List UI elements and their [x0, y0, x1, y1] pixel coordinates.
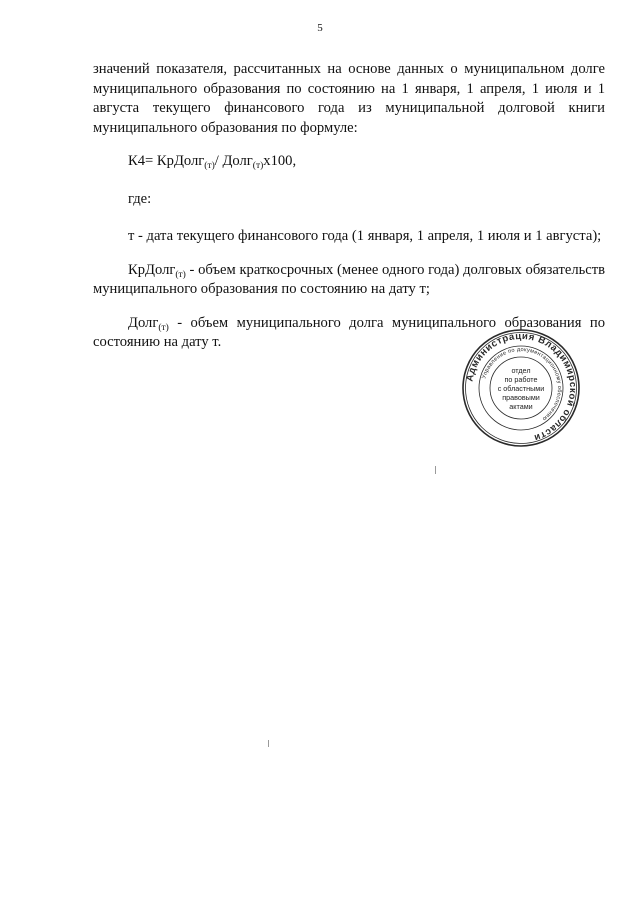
dolg-term: Долг: [128, 314, 159, 331]
formula-lhs: К4= КрДолг: [128, 153, 205, 169]
krdolg-term: КрДолг: [128, 261, 176, 278]
stamp-center-line: по работе: [504, 374, 538, 384]
formula-k4: [93, 152, 605, 172]
scan-artifact: [435, 466, 436, 474]
stamp-outer-text: Администрация Владимирской области: [464, 330, 579, 444]
paragraph-where: где:: [128, 190, 152, 207]
stamp-center-line: правовыми: [502, 392, 540, 402]
scan-artifact: [268, 740, 269, 747]
krdolg-sub: (т): [175, 269, 186, 280]
paragraph-krdolg-definition: [93, 261, 605, 300]
stamp-center-line: с областными: [497, 383, 545, 393]
official-stamp: [461, 328, 581, 448]
dolg-sub: (т): [158, 322, 169, 333]
page-number: 5: [317, 22, 323, 34]
paragraph-t-definition: т - дата текущего финансового года (1 января, 1 апреля, 1 июля и 1 августа);: [128, 228, 602, 244]
stamp-inner-text: Управление по документационному обеспечению: [481, 346, 563, 422]
formula-mid: / Долг: [214, 153, 253, 169]
document-body: [93, 60, 605, 353]
formula-sub-1: (т): [204, 161, 215, 171]
stamp-center-line: актами: [509, 401, 533, 411]
stamp-center-text: [491, 358, 551, 418]
paragraph-intro: значений показателя, рассчитанных на основе данных о муниципальном долге муниципального образования по состоянию на 1 января, 1 апреля, 1 июля и 1 августа текущего финансового года из муниципальной долговой книги муниципального образования по формуле:: [93, 61, 605, 136]
dolg-text: - объем муниципального долга муниципального образования по состоянию на дату т.: [93, 314, 605, 350]
krdolg-text: - объем краткосрочных (менее одного года) долговых обязательств муниципального образования по состоянию на дату т;: [93, 261, 605, 297]
stamp-center-line: отдел: [511, 365, 531, 375]
formula-rhs: х100,: [263, 153, 297, 169]
formula-sub-2: (т): [252, 161, 264, 171]
